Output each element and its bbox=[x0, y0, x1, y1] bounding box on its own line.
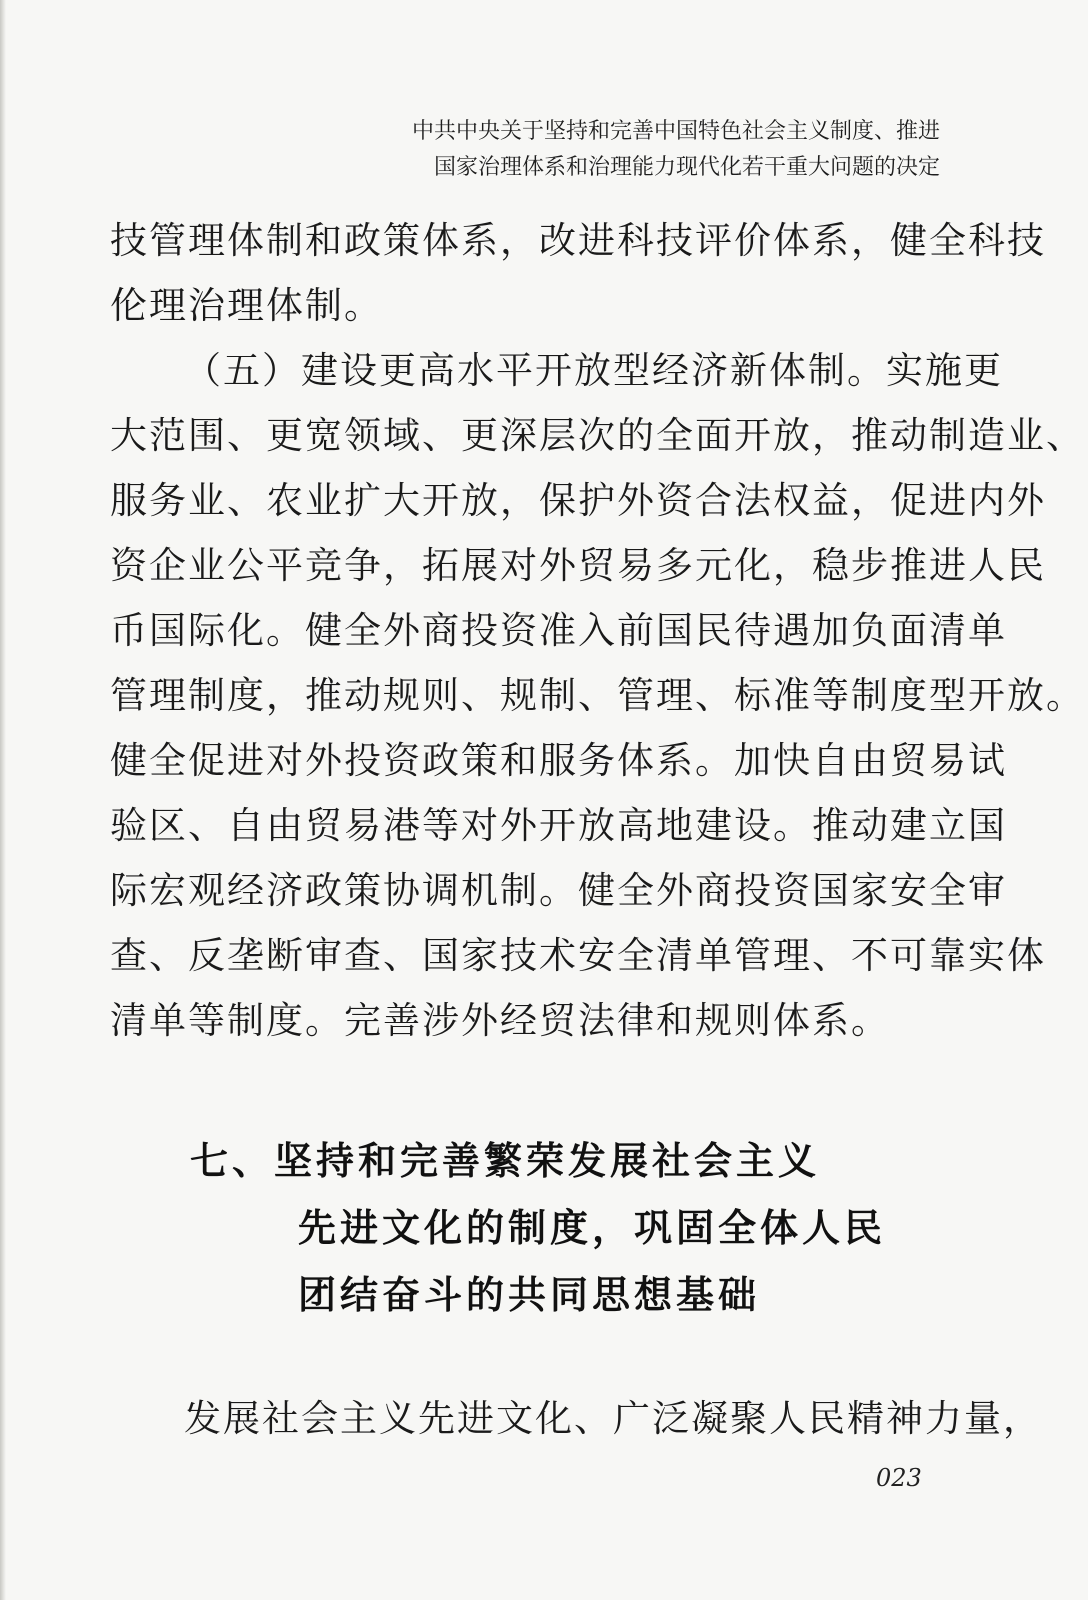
paragraph-2-line: 币国际化。健全外商投资准入前国民待遇加负面清单 bbox=[110, 609, 1007, 652]
paragraph-3-line: 发展社会主义先进文化、广泛凝聚人民精神力量， bbox=[184, 1397, 1042, 1440]
paragraph-2-line: 大范围、更宽领域、更深层次的全面开放，推动制造业、 bbox=[110, 414, 1085, 457]
paragraph-2-line: 服务业、农业扩大开放，保护外资合法权益，促进内外 bbox=[110, 479, 1046, 522]
paragraph-2-line: 资企业公平竞争，拓展对外贸易多元化，稳步推进人民 bbox=[110, 544, 1046, 587]
running-header bbox=[410, 114, 940, 186]
paragraph-2-line: 查、反垄断审查、国家技术安全清单管理、不可靠实体 bbox=[110, 934, 1046, 977]
section-heading-line-2: 先进文化的制度，巩固全体人民 bbox=[298, 1206, 887, 1250]
paragraph-1 bbox=[110, 208, 1046, 338]
paragraph-1-line: 技管理体制和政策体系，改进科技评价体系，健全科技 bbox=[110, 219, 1046, 262]
paragraph-2-line: （五）建设更高水平开放型经济新体制。实施更 bbox=[184, 349, 1003, 392]
paragraph-2 bbox=[110, 338, 1085, 1053]
page-number: 023 bbox=[876, 1464, 922, 1492]
paragraph-2-line: 管理制度，推动规则、规制、管理、标准等制度型开放。 bbox=[110, 674, 1085, 717]
paragraph-2-line: 验区、自由贸易港等对外开放高地建设。推动建立国 bbox=[110, 804, 1007, 847]
section-heading-line-3: 团结奋斗的共同思想基础 bbox=[298, 1273, 761, 1317]
paragraph-2-line: 际宏观经济政策协调机制。健全外商投资国家安全审 bbox=[110, 869, 1007, 912]
section-heading-line-1: 七、坚持和完善繁荣发展社会主义 bbox=[190, 1139, 821, 1183]
paragraph-3 bbox=[184, 1386, 1042, 1451]
running-header-line-2: 国家治理体系和治理能力现代化若干重大问题的决定 bbox=[433, 155, 940, 180]
scan-edge bbox=[0, 0, 6, 1600]
paragraph-1-line: 伦理治理体制。 bbox=[110, 284, 383, 327]
paragraph-2-line: 健全促进对外投资政策和服务体系。加快自由贸易试 bbox=[110, 739, 1007, 782]
running-header-line-1: 中共中央关于坚持和完善中国特色社会主义制度、推进 bbox=[411, 119, 940, 144]
paragraph-2-line: 清单等制度。完善涉外经贸法律和规则体系。 bbox=[110, 999, 890, 1042]
section-heading bbox=[190, 1128, 890, 1329]
